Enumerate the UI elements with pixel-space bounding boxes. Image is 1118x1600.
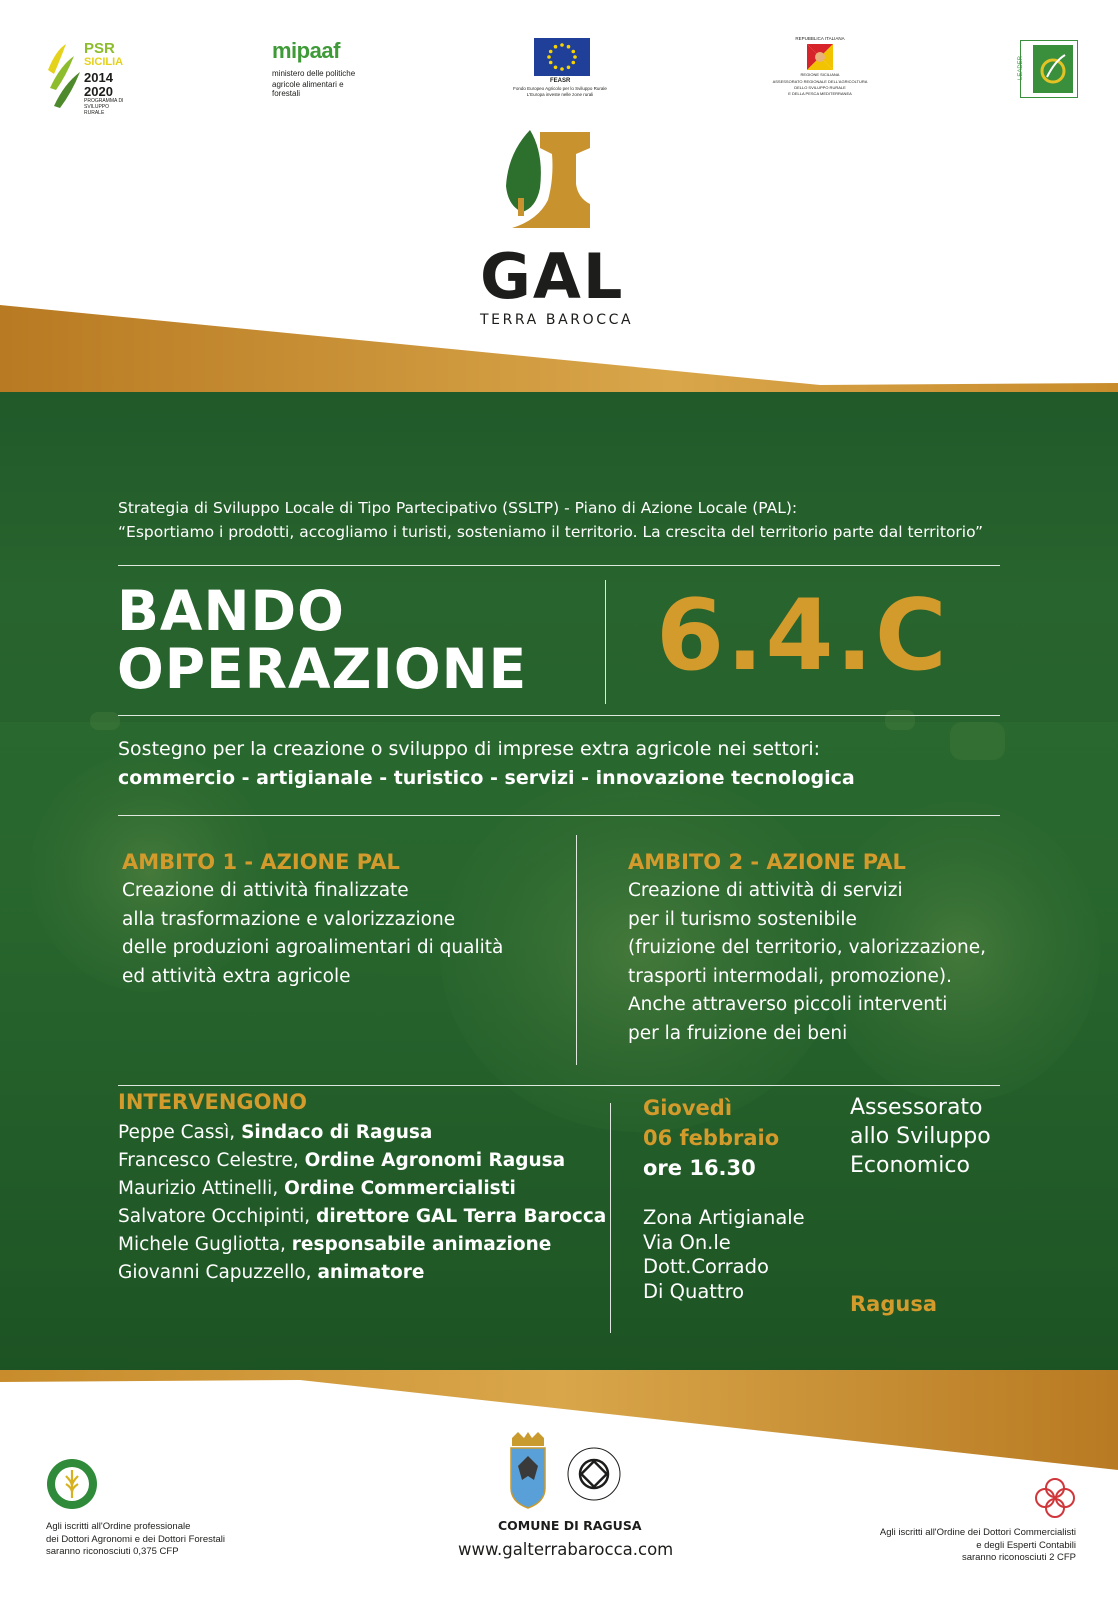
ambito-1-title: AMBITO 1 - AZIONE PAL bbox=[122, 850, 400, 874]
mipaaf-logo bbox=[272, 38, 372, 98]
divider-bottom bbox=[118, 1085, 1000, 1086]
speaker-row bbox=[118, 1203, 606, 1231]
regione-line-5: E DELLA PESCA MEDITERRANEA bbox=[788, 91, 852, 96]
speaker-row bbox=[118, 1259, 606, 1287]
location-line-3: Dott.Corrado bbox=[643, 1255, 769, 1278]
speaker-role: direttore GAL Terra Barocca bbox=[316, 1206, 607, 1227]
event-date: 06 febbraio bbox=[643, 1126, 780, 1150]
divider-bando bbox=[118, 715, 1000, 716]
ambito-2-title: AMBITO 2 - AZIONE PAL bbox=[628, 850, 906, 874]
leader-logo bbox=[1020, 40, 1078, 98]
regione-line-3: ASSESSORATO REGIONALE DELL'AGRICOLTURA bbox=[772, 79, 868, 84]
agronomi-seal-icon bbox=[46, 1458, 98, 1510]
commercialisti-credit-note bbox=[880, 1527, 1076, 1565]
event-host bbox=[850, 1093, 991, 1180]
agronomi-note-line-2: dei Dottori Agronomi e dei Dottori Forestali bbox=[46, 1533, 225, 1545]
speaker-name: Francesco Celestre, bbox=[118, 1150, 305, 1171]
commercialisti-knot-icon bbox=[1032, 1475, 1078, 1521]
speaker-row bbox=[118, 1175, 606, 1203]
feasr-line-1: Fondo Europeo Agricolo per lo Sviluppo Rurale bbox=[513, 86, 607, 91]
agronomi-note-line-1: Agli iscritti all'Ordine professionale bbox=[46, 1521, 191, 1532]
speaker-role: responsabile animazione bbox=[291, 1234, 552, 1255]
bando-divider bbox=[605, 580, 606, 704]
divider-top bbox=[118, 565, 1000, 566]
psr-year-start: 2014 bbox=[84, 70, 113, 85]
leader-name: LEADER bbox=[1018, 55, 1025, 81]
gal-subtitle: TERRA BAROCCA bbox=[480, 312, 634, 328]
feasr-logo bbox=[510, 38, 610, 108]
location-line-4: Di Quattro bbox=[643, 1279, 745, 1303]
leader-emblem-icon bbox=[1021, 41, 1077, 97]
eu-flag-icon bbox=[534, 38, 590, 76]
event-datetime bbox=[643, 1093, 779, 1183]
feasr-name: FEASR bbox=[550, 78, 571, 84]
event-city: Ragusa bbox=[850, 1292, 937, 1316]
trinacria-icon bbox=[807, 44, 833, 70]
host-line-2: allo Sviluppo bbox=[850, 1124, 991, 1149]
intro-line-2: “Esportiamo i prodotti, accogliamo i turisti, sosteniamo il territorio. La crescita del territorio parte dal territorio” bbox=[118, 523, 984, 541]
unesco-heritage-icon bbox=[566, 1446, 622, 1502]
speaker-row bbox=[118, 1231, 606, 1259]
ambiti-divider bbox=[576, 835, 577, 1065]
feasr-line-2: L'Europa investe nelle zone rurali bbox=[526, 92, 594, 97]
host-line-1: Assessorato bbox=[850, 1095, 983, 1120]
mipaaf-line-2: agricole alimentari e forestali bbox=[272, 80, 344, 98]
speaker-role: Sindaco di Ragusa bbox=[241, 1122, 433, 1143]
unesco-heritage-logo bbox=[566, 1446, 622, 1502]
speaker-role: Ordine Agronomi Ragusa bbox=[304, 1150, 566, 1171]
speaker-name: Peppe Cassì, bbox=[118, 1122, 242, 1143]
location-line-2: Via On.le bbox=[643, 1230, 731, 1254]
psr-year-end: 2020 bbox=[84, 84, 113, 99]
comune-ragusa-crest bbox=[508, 1432, 548, 1510]
divider-ambiti bbox=[118, 815, 1000, 816]
agronomi-order-logo bbox=[46, 1458, 98, 1510]
speakers-title: INTERVENGONO bbox=[118, 1090, 307, 1114]
top-gold-band bbox=[0, 305, 1118, 395]
bottom-gold-band bbox=[0, 1370, 1118, 1470]
speaker-name: Salvatore Occhipinti, bbox=[118, 1206, 317, 1227]
event-divider bbox=[610, 1103, 611, 1333]
regione-line-2: REGIONE SICILIANA bbox=[800, 72, 840, 77]
event-day: Giovedì bbox=[643, 1096, 733, 1120]
ragusa-crest-icon bbox=[508, 1432, 548, 1510]
operation-code: 6.4.C bbox=[656, 579, 949, 693]
bando-heading bbox=[117, 579, 528, 701]
psr-caption-2: SVILUPPO RURALE bbox=[84, 104, 110, 116]
support-sectors: commercio - artigianale - turistico - servizi - innovazione tecnologica bbox=[118, 767, 855, 789]
website-link[interactable]: www.galterrabarocca.com bbox=[458, 1540, 674, 1559]
agronomi-credit-note bbox=[46, 1521, 225, 1559]
speaker-name: Giovanni Capuzzello, bbox=[118, 1262, 318, 1283]
gal-emblem bbox=[478, 128, 643, 238]
ambito-2-text: Creazione di attività di servizi per il turismo sostenibile (fruizione del territorio, valorizzazione, trasporti intermodali, promozione). Anche attraverso piccoli interventi per la fruizione dei beni bbox=[628, 880, 986, 1044]
comune-name: COMUNE DI RAGUSA bbox=[498, 1518, 642, 1533]
speaker-name: Michele Gugliotta, bbox=[118, 1234, 292, 1255]
commercialisti-note-line-2: e degli Esperti Contabili bbox=[976, 1539, 1076, 1551]
event-location bbox=[643, 1206, 805, 1304]
speaker-name: Maurizio Attinelli, bbox=[118, 1178, 285, 1199]
event-time: ore 16.30 bbox=[643, 1156, 756, 1180]
intro-line-1: Strategia di Sviluppo Locale di Tipo Partecipativo (SSLTP) - Piano di Azione Locale (PAL): bbox=[118, 499, 798, 517]
gal-wordmark: GAL bbox=[480, 240, 625, 313]
commercialisti-order-logo bbox=[1032, 1475, 1078, 1521]
psr-sicilia-logo bbox=[44, 40, 124, 116]
support-description bbox=[118, 735, 855, 793]
speaker-role: Ordine Commercialisti bbox=[284, 1178, 516, 1199]
regione-line-1: REPUBBLICA ITALIANA bbox=[795, 36, 845, 41]
speaker-row bbox=[118, 1147, 606, 1175]
bando-line-1: BANDO bbox=[117, 579, 345, 643]
speaker-role: animatore bbox=[317, 1262, 425, 1283]
regione-line-4: DELLO SVILUPPO RURALE bbox=[794, 85, 846, 90]
regione-siciliana-logo bbox=[770, 36, 870, 102]
mipaaf-name: mipaaf bbox=[272, 38, 340, 63]
speaker-row bbox=[118, 1119, 606, 1147]
ambito-1-text: Creazione di attività finalizzate alla trasformazione e valorizzazione delle produzioni agroalimentari di qualità ed attività extra agricole bbox=[122, 880, 504, 987]
bando-line-2: OPERAZIONE bbox=[117, 637, 528, 701]
mipaaf-line-1: ministero delle politiche bbox=[272, 69, 356, 78]
psr-label: PSR bbox=[84, 40, 115, 57]
host-line-3: Economico bbox=[850, 1153, 970, 1178]
psr-caption-1: PROGRAMMA DI bbox=[84, 98, 124, 104]
agronomi-note-line-3: saranno riconosciuti 0,375 CFP bbox=[46, 1546, 179, 1557]
speakers-list bbox=[118, 1119, 606, 1287]
commercialisti-note-line-1: Agli iscritti all'Ordine dei Dottori Commercialisti bbox=[879, 1527, 1076, 1538]
strategy-intro bbox=[118, 496, 1018, 544]
psr-wheat-icon bbox=[44, 40, 88, 110]
partner-logos-bar bbox=[0, 0, 1118, 120]
psr-region: SICILIA bbox=[84, 56, 124, 68]
commercialisti-note-line-3: saranno riconosciuti 2 CFP bbox=[961, 1552, 1076, 1563]
location-line-1: Zona Artigianale bbox=[643, 1206, 805, 1229]
support-line-1: Sostegno per la creazione o sviluppo di imprese extra agricole nei settori: bbox=[118, 738, 821, 760]
gal-tree-tower-icon bbox=[478, 128, 643, 233]
